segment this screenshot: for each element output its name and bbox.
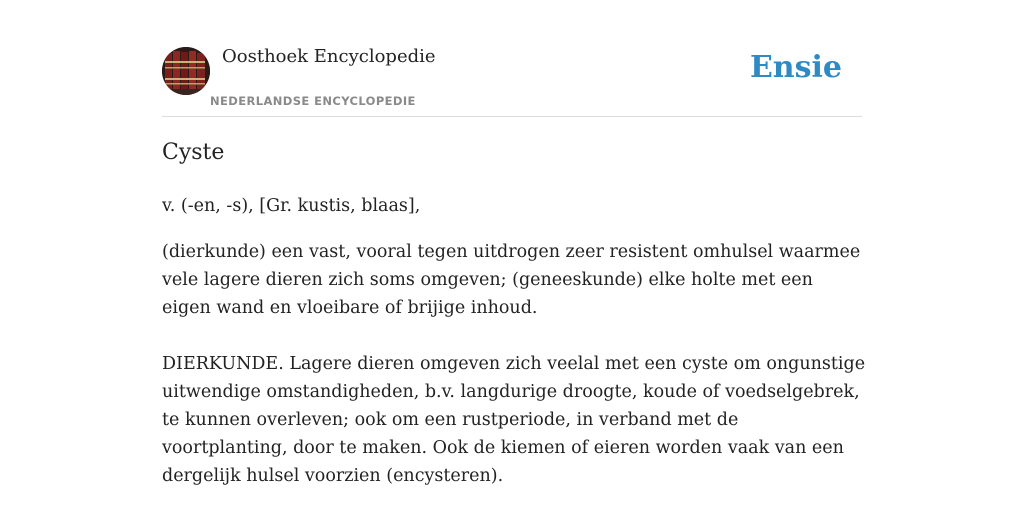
- grammar-note: v. (-en, -s), [Gr. kustis, blaas],: [162, 196, 421, 216]
- article-content: [162, 192, 866, 490]
- site-header: [162, 44, 862, 117]
- body-paragraph: DIERKUNDE. Lagere dieren omgeven zich veelal met een cyste om ongunstige uitwendige omstandigheden, b.v. langdurige droogte, koude of voedselgebrek, te kunnen overleven; ook om een rustperiode, in verband met de voortplanting, door te maken. Ook de kiemen of eieren worden vaak van een dergelijk hulsel voorzien (encysteren).: [162, 354, 866, 486]
- ensie-logo-link[interactable]: Ensie: [749, 50, 842, 85]
- encyclopedia-books-icon[interactable]: [162, 47, 210, 95]
- article-title: Cyste: [162, 140, 225, 165]
- site-name-link[interactable]: Oosthoek Encyclopedie: [222, 46, 436, 67]
- site-tagline: NEDERLANDSE ENCYCLOPEDIE: [210, 94, 416, 108]
- definition-paragraph: (dierkunde) een vast, vooral tegen uitdrogen zeer resistent omhulsel waarmee vele lagere dieren zich soms omgeven; (geneeskunde) elke holte met een eigen wand en vloeibare of brijige inhoud.: [162, 242, 861, 318]
